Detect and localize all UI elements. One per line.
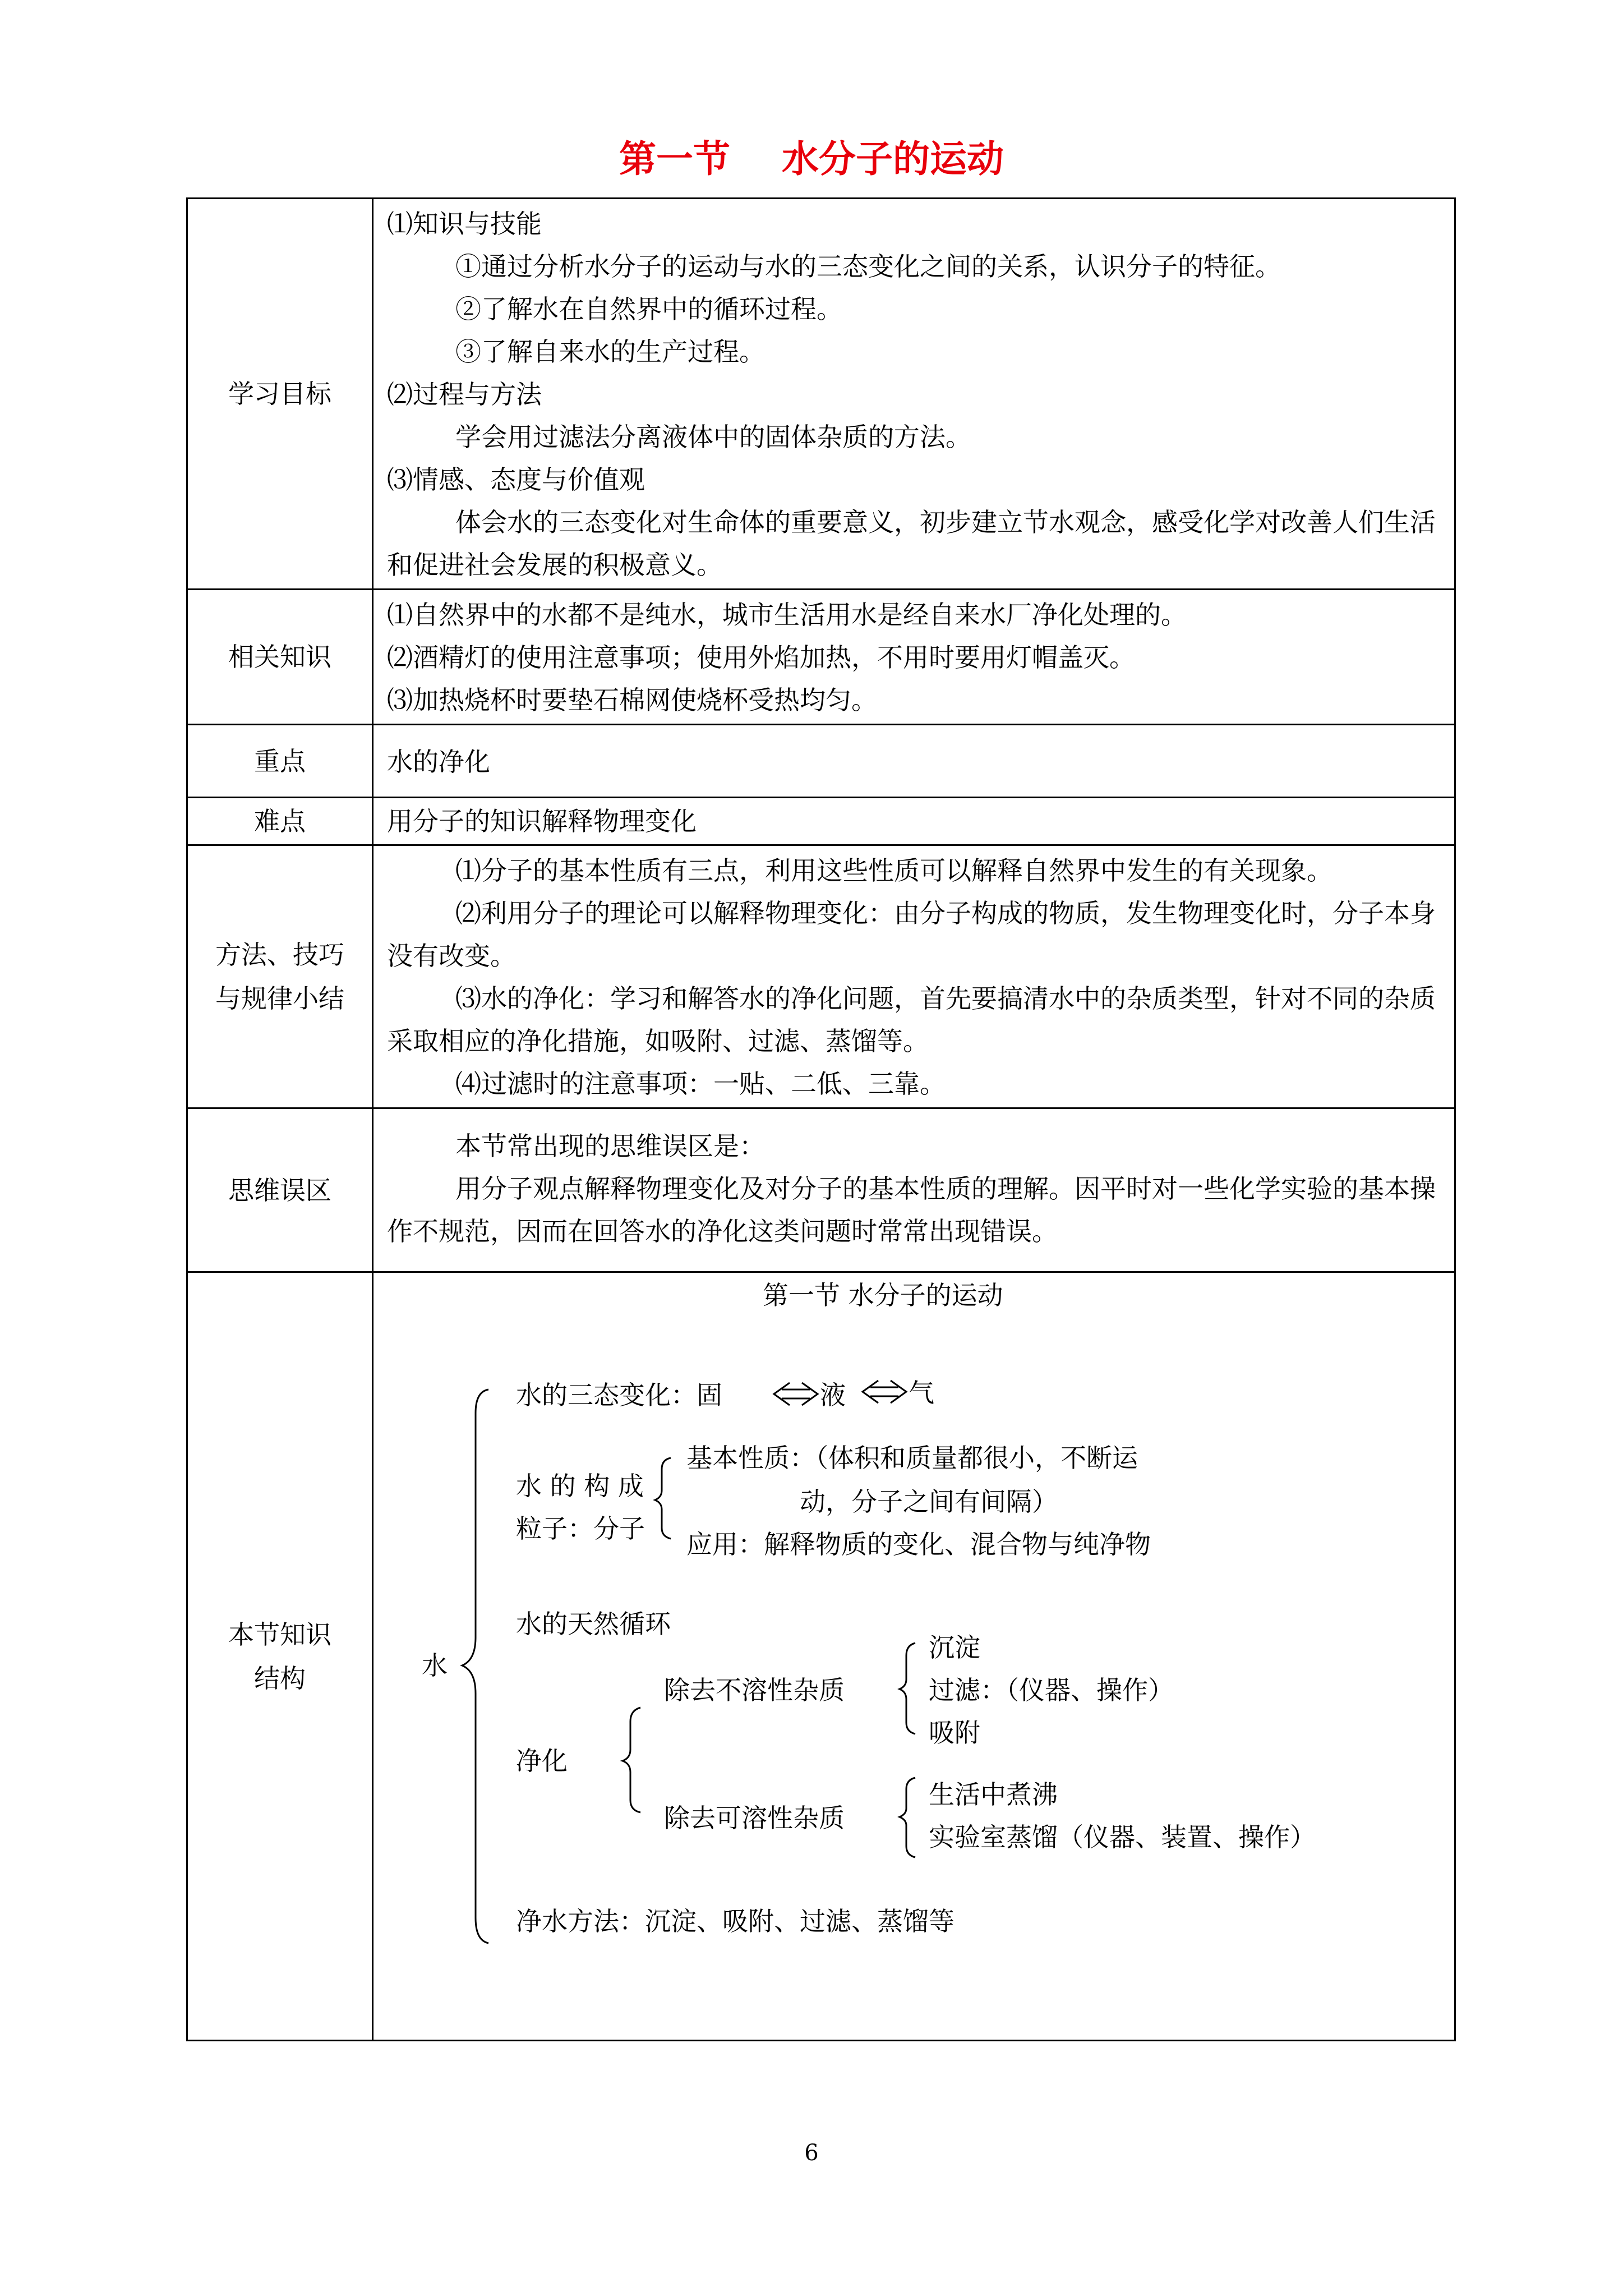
insoluble-item: 过滤：（仪器、操作） <box>929 1675 1174 1705</box>
soluble-brace <box>900 1778 915 1857</box>
text-line: ②了解水在自然界中的循环过程。 <box>455 294 842 324</box>
row-label <box>187 1272 373 2041</box>
row-content <box>373 725 1455 798</box>
insoluble-brace <box>900 1643 915 1734</box>
table-row <box>187 798 1455 845</box>
table-row <box>187 199 1455 590</box>
particles-property: 动，分子之间有间隔） <box>800 1487 1058 1517</box>
diagram-root: 水 <box>422 1650 448 1681</box>
main-brace <box>462 1389 488 1943</box>
page-number: 6 <box>804 2140 819 2166</box>
table-row <box>187 1272 1455 2041</box>
three-states-liquid: 液 <box>820 1380 846 1410</box>
text-line: ⑶加热烧杯时要垫石棉网使烧杯受热均匀。 <box>387 685 877 715</box>
text-line: ⑴知识与技能 <box>387 209 542 239</box>
row-label <box>187 845 373 1108</box>
purify-brace <box>623 1708 640 1812</box>
insoluble-item: 沉淀 <box>929 1632 980 1663</box>
row-label-line: 与规律小结 <box>215 983 344 1014</box>
text-line: 水的净化 <box>387 746 490 777</box>
row-content <box>373 199 1455 590</box>
text-line: ⑴自然界中的水都不是纯水，城市生活用水是经自来水厂净化处理的。 <box>387 600 1187 630</box>
natural-cycle: 水的天然循环 <box>516 1609 671 1639</box>
row-label: 相关知识 <box>187 590 373 725</box>
lesson-table <box>186 197 1456 2041</box>
table-row <box>187 590 1455 725</box>
text-line: ⑶情感、态度与价值观 <box>387 464 645 495</box>
knowledge-structure-cell <box>373 1272 1455 2041</box>
row-content <box>373 845 1455 1108</box>
text-line: ⑵过程与方法 <box>387 379 542 409</box>
text-paragraph: ⑷过滤时的注意事项：一贴、二低、三靠。 <box>455 1069 946 1099</box>
row-label-line: 结构 <box>254 1663 306 1694</box>
row-label: 学习目标 <box>187 199 373 590</box>
table-row <box>187 725 1455 798</box>
row-label: 难点 <box>187 798 373 845</box>
row-content <box>373 798 1455 845</box>
text-line: 用分子的知识解释物理变化 <box>387 806 697 836</box>
text-line: ③了解自来水的生产过程。 <box>455 337 765 367</box>
particles-brace <box>655 1458 671 1539</box>
row-content <box>373 590 1455 725</box>
particles-label: 水 的 构 成 <box>516 1471 644 1501</box>
knowledge-structure-diagram <box>374 1273 1454 2038</box>
purify-label: 净化 <box>516 1746 568 1776</box>
text-line: 学会用过滤法分离液体中的固体杂质的方法。 <box>455 422 971 452</box>
soluble-item: 实验室蒸馏（仪器、装置、操作） <box>929 1822 1316 1852</box>
text-paragraph: 本节常出现的思维误区是： <box>455 1131 765 1161</box>
purify-methods: 净水方法：沉淀、吸附、过滤、蒸馏等 <box>516 1906 955 1936</box>
text-paragraph: 体会水的三态变化对生命体的重要意义，初步建立节水观念，感受化学对改善人们生活和促进社会发展的积极意义。 <box>387 507 1436 580</box>
row-label-line: 方法、技巧 <box>215 940 344 970</box>
text-paragraph: ⑵利用分子的理论可以解释物理变化：由分子构成的物质，发生物理变化时，分子本身没有改变。 <box>387 898 1436 971</box>
text-paragraph: ⑶水的净化：学习和解答水的净化问题，首先要搞清水中的杂质类型，针对不同的杂质采取相应的净化措施，如吸附、过滤、蒸馏等。 <box>387 983 1436 1056</box>
page-title: 第一节 水分子的运动 <box>619 137 1004 181</box>
text-line: ⑵酒精灯的使用注意事项；使用外焰加热，不用时要用灯帽盖灭。 <box>387 642 1135 673</box>
text-paragraph: ⑴分子的基本性质有三点，利用这些性质可以解释自然界中发生的有关现象。 <box>455 855 1332 886</box>
table-row <box>187 1108 1455 1272</box>
particles-label: 粒子：分子 <box>516 1513 645 1544</box>
text-line: ①通过分析水分子的运动与水的三态变化之间的关系，认识分子的特征。 <box>455 251 1281 282</box>
soluble-label: 除去可溶性杂质 <box>664 1803 845 1833</box>
soluble-item: 生活中煮沸 <box>929 1779 1058 1810</box>
row-label: 重点 <box>187 725 373 798</box>
insoluble-label: 除去不溶性杂质 <box>664 1675 845 1705</box>
row-content <box>373 1108 1455 1272</box>
three-states-label: 水的三态变化：固 <box>516 1380 722 1410</box>
row-label: 思维误区 <box>187 1108 373 1272</box>
double-arrow-icon <box>863 1381 906 1403</box>
three-states-gas: 气 <box>909 1378 934 1408</box>
diagram-heading: 第一节 水分子的运动 <box>763 1280 1003 1310</box>
text-paragraph: 用分子观点解释物理变化及对分子的基本性质的理解。因平时对一些化学实验的基本操作不规范，因而在回答水的净化这类问题时常常出现错误。 <box>387 1174 1436 1246</box>
double-arrow-icon <box>774 1383 818 1405</box>
row-label-line: 本节知识 <box>228 1619 331 1650</box>
particles-property: 基本性质：（体积和质量都很小，不断运 <box>686 1443 1138 1473</box>
particles-application: 应用：解释物质的变化、混合物与纯净物 <box>686 1529 1151 1559</box>
table-row <box>187 845 1455 1108</box>
insoluble-item: 吸附 <box>929 1718 980 1748</box>
